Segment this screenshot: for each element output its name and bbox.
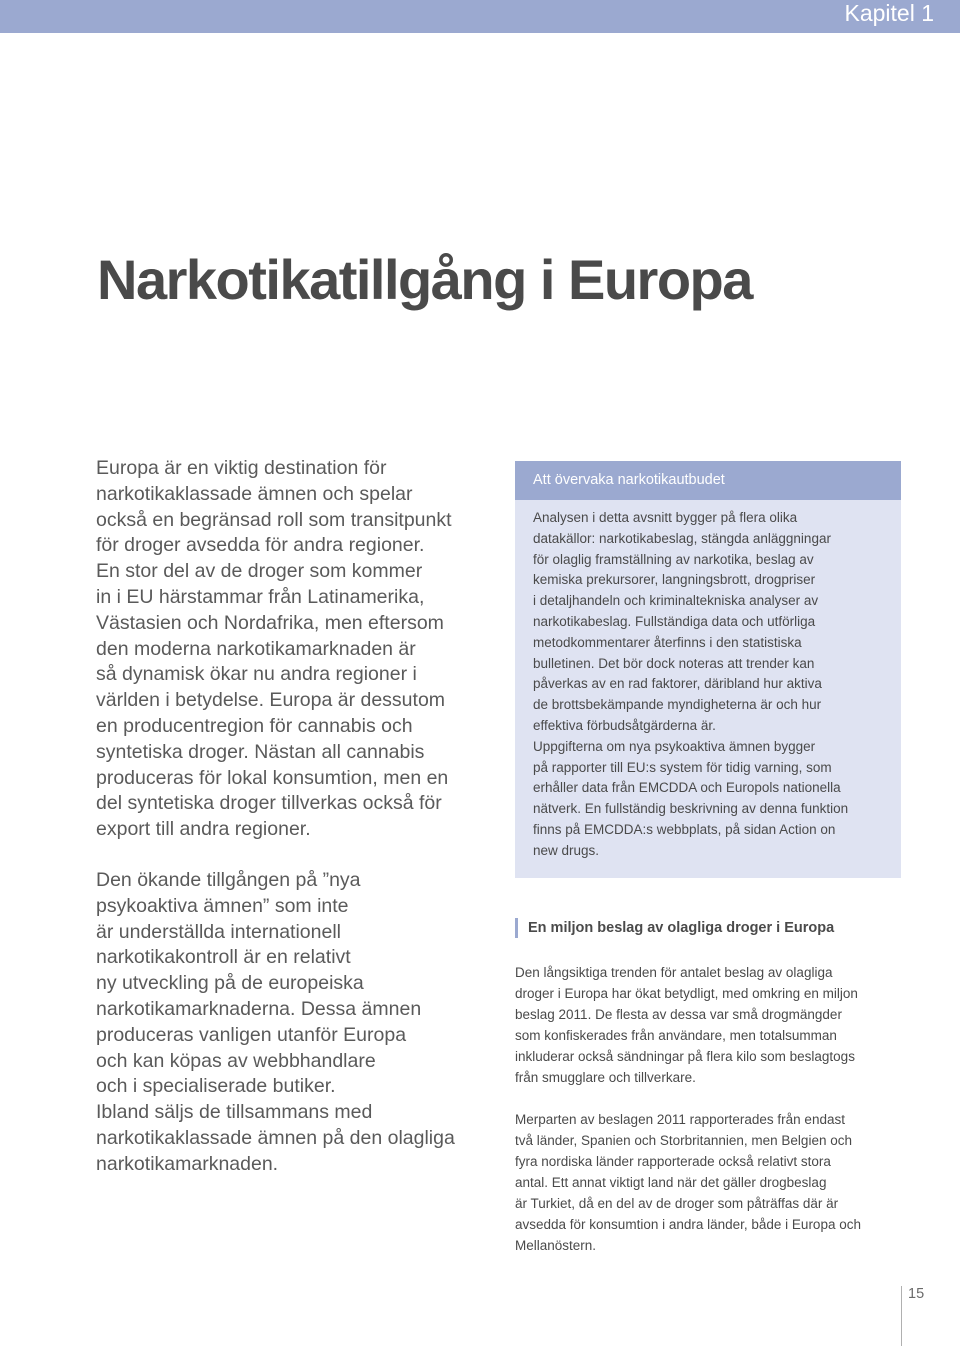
text-line: Merparten av beslagen 2011 rapporterades från endast bbox=[515, 1112, 845, 1127]
text-line: två länder, Spanien och Storbritannien, men Belgien och bbox=[515, 1133, 852, 1148]
text-line: ny utveckling på de europeiska bbox=[96, 972, 364, 995]
text-line: Europa är en viktig destination för bbox=[96, 457, 387, 479]
text-line: export till andra regioner. bbox=[96, 818, 311, 841]
text-line: från smugglare och tillverkare. bbox=[515, 1070, 696, 1085]
section-paragraph-1 bbox=[515, 962, 905, 1088]
text-line: världen i betydelse. Europa är dessutom bbox=[96, 689, 446, 712]
text-line: och kan köpas av webbhandlare bbox=[96, 1049, 376, 1072]
text-line: narkotikakontroll är en relativt bbox=[96, 946, 351, 969]
text-line: in i EU härstammar från Latinamerika, bbox=[96, 585, 425, 608]
text-line: fyra nordiska länder rapporterade också relativt stora bbox=[515, 1154, 831, 1169]
text-line: bulletinen. Det bör dock noteras att trender kan bbox=[533, 655, 815, 671]
section-paragraph-2 bbox=[515, 1109, 905, 1256]
text-line: Analysen i detta avsnitt bygger på flera olika bbox=[533, 510, 798, 525]
lead-paragraph-1 bbox=[96, 456, 496, 843]
text-line: antal. Ett annat viktigt land när det gäller drogbeslag bbox=[515, 1175, 827, 1190]
text-line: påverkas av en rad faktorer, däribland hur aktiva bbox=[533, 676, 822, 692]
text-line: Den långsiktiga trenden för antalet beslag av olagliga bbox=[515, 965, 833, 980]
text-line: psykoaktiva ämnen” som inte bbox=[96, 894, 349, 917]
text-line: droger i Europa har ökat betydligt, med omkring en miljon bbox=[515, 986, 858, 1001]
text-line: metodkommentarer återfinns i den statistiska bbox=[533, 634, 802, 650]
text-line: narkotikabeslag. Fullständiga data och utförliga bbox=[533, 613, 816, 629]
section-heading: En miljon beslag av olagliga droger i Europa bbox=[515, 918, 834, 938]
info-box-body bbox=[515, 500, 901, 862]
text-line: finns på EMCDDA:s webbplats, på sidan Action on bbox=[533, 821, 836, 837]
text-line: är Turkiet, då en del av de droger som påträffas där är bbox=[515, 1196, 839, 1211]
text-line: beslag 2011. De flesta av dessa var små drogmängder bbox=[515, 1007, 842, 1022]
text-line: en producentregion för cannabis och bbox=[96, 714, 413, 737]
text-line: Den ökande tillgången på ”nya bbox=[96, 868, 361, 891]
text-line: också en begränsad roll som transitpunkt bbox=[96, 508, 452, 531]
chapter-label: Kapitel 1 bbox=[844, 0, 934, 26]
info-box bbox=[515, 461, 901, 878]
text-line: Västasien och Nordafrika, men eftersom bbox=[96, 611, 444, 634]
page-title: Narkotikatillgång i Europa bbox=[97, 248, 752, 311]
text-line: Uppgifterna om nya psykoaktiva ämnen bygger bbox=[533, 738, 816, 754]
text-line: del syntetiska droger tillverkas också för bbox=[96, 792, 442, 815]
info-box-heading: Att övervaka narkotikautbudet bbox=[515, 461, 901, 500]
text-line: datakällor: narkotikabeslag, stängda anläggningar bbox=[533, 530, 831, 546]
text-line: Ibland säljs de tillsammans med bbox=[96, 1101, 373, 1124]
page-number: 15 bbox=[908, 1286, 925, 1302]
chapter-header-bar bbox=[0, 0, 960, 33]
text-line: de brottsbekämpande myndigheterna är och hur bbox=[533, 697, 822, 713]
text-line: för olaglig framställning av narkotika, beslag av bbox=[533, 551, 814, 567]
text-line: avsedda för konsumtion i andra länder, både i Europa och bbox=[515, 1217, 861, 1232]
text-line: produceras vanligen utanför Europa bbox=[96, 1023, 407, 1046]
lead-text bbox=[96, 456, 496, 1178]
text-line: Mellanöstern. bbox=[515, 1238, 597, 1253]
text-line: En stor del av de droger som kommer bbox=[96, 560, 423, 583]
text-line: narkotikaklassade ämnen på den olagliga bbox=[96, 1126, 455, 1149]
text-line: effektiva förbudsåtgärderna är. bbox=[533, 717, 716, 733]
text-line: i detaljhandeln och kriminaltekniska analyser av bbox=[533, 593, 819, 609]
lead-paragraph-2 bbox=[96, 868, 496, 1178]
text-line: den moderna narkotikamarknaden är bbox=[96, 637, 416, 660]
text-line: new drugs. bbox=[533, 842, 600, 858]
section-body bbox=[515, 962, 905, 1256]
text-line: narkotikamarknaderna. Dessa ämnen bbox=[96, 997, 422, 1020]
text-line: för droger avsedda för andra regioner. bbox=[96, 534, 425, 557]
text-line: kemiska prekursorer, langningsbrott, drogpriser bbox=[533, 572, 816, 588]
text-line: så dynamisk ökar nu andra regioner i bbox=[96, 663, 417, 686]
text-line: som konfiskerades från användare, men totalsumman bbox=[515, 1028, 837, 1043]
text-line: är underställda internationell bbox=[96, 920, 341, 943]
text-line: narkotikaklassade ämnen och spelar bbox=[96, 482, 413, 505]
text-line: på rapporter till EU:s system för tidig varning, som bbox=[533, 759, 832, 775]
text-line: och i specialiserade butiker. bbox=[96, 1075, 336, 1098]
text-line: nätverk. En fullständig beskrivning av denna funktion bbox=[533, 801, 849, 817]
text-line: syntetiska droger. Nästan all cannabis bbox=[96, 740, 425, 763]
text-line: erhåller data från EMCDDA och Europols nationella bbox=[533, 780, 841, 796]
text-line: produceras för lokal konsumtion, men en bbox=[96, 766, 449, 789]
text-line: inkluderar också sändningar på flera kilo som beslagtogs bbox=[515, 1049, 855, 1064]
page-number-rule bbox=[901, 1286, 902, 1346]
text-line: narkotikamarknaden. bbox=[96, 1152, 279, 1175]
